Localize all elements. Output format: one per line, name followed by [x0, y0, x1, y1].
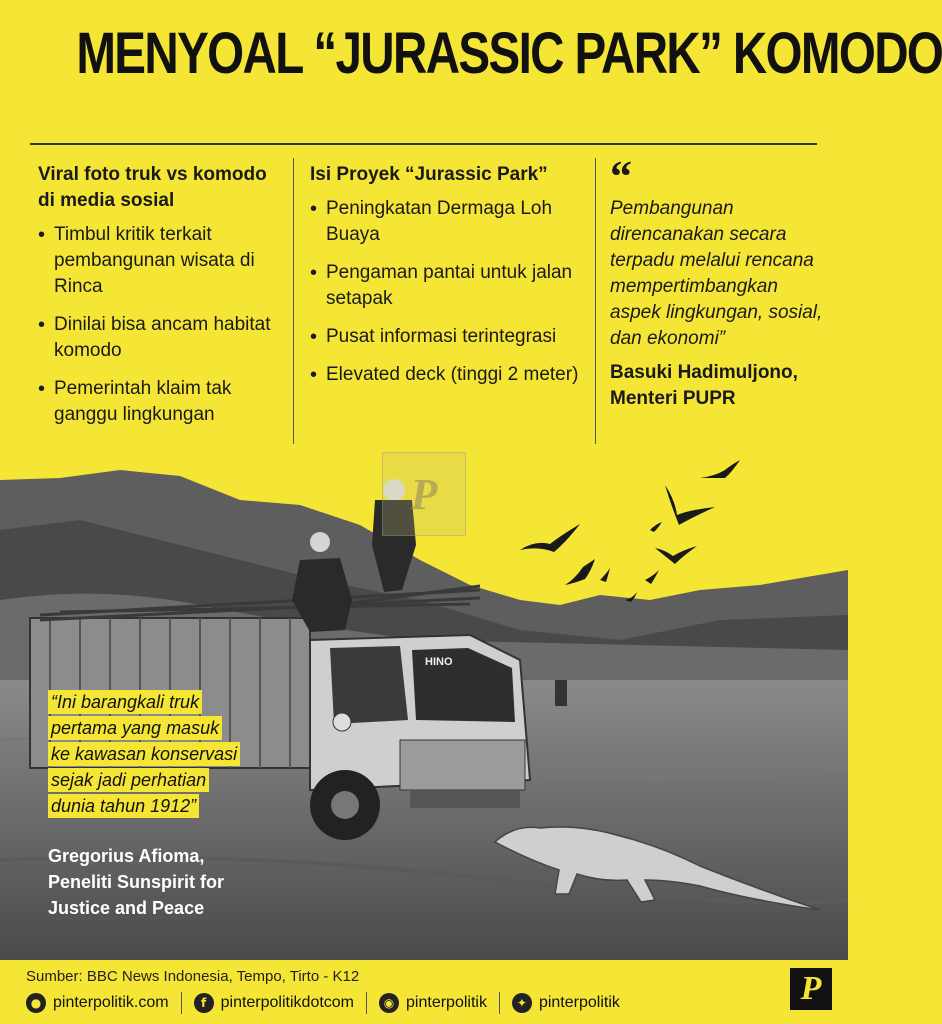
bullet-item: • Pengaman pantai untuk jalan setapak: [310, 260, 580, 312]
bullet-item: • Peningkatan Dermaga Loh Buaya: [310, 196, 580, 248]
quote-author-name: Basuki Hadimuljono,: [610, 362, 798, 383]
title-divider: [30, 143, 817, 145]
bullet-item: • Timbul kritik terkait pembangunan wisata di Rinca: [38, 222, 278, 300]
column-project-heading: Isi Proyek “Jurassic Park”: [310, 164, 548, 185]
brand-logo: P: [790, 968, 832, 1010]
quote-line: pertama yang masuk: [48, 716, 222, 740]
bird-icon: [520, 524, 580, 552]
globe-icon: ●: [26, 993, 46, 1013]
researcher-quote: [48, 690, 288, 820]
quote-line: sejak jadi perhatian: [48, 768, 209, 792]
bird-icon: [600, 568, 610, 582]
bird-icon: [650, 522, 662, 532]
twitter-icon: ✦: [512, 993, 532, 1013]
column-project: [310, 162, 580, 400]
quote-line: dunia tahun 1912”: [48, 794, 199, 818]
instagram-icon: ◉: [379, 993, 399, 1013]
social-facebook[interactable]: [194, 993, 354, 1013]
quote-line: ke kawasan konservasi: [48, 742, 240, 766]
social-label: pinterpolitik: [538, 994, 620, 1011]
watermark-logo: P: [382, 452, 466, 536]
footer: [0, 960, 848, 1024]
social-label: pinterpolitik.com: [53, 994, 169, 1011]
quote-author-role: Menteri PUPR: [610, 388, 736, 409]
researcher-attribution: [48, 843, 288, 921]
social-label: pinterpolitik: [406, 994, 487, 1011]
minister-quote: Pembangunan direncanakan secara terpadu melalui rencana mempertimbangkan aspek lingkungan, sosial, dan ekonomi”: [610, 198, 823, 349]
bullet-item: • Dinilai bisa ancam habitat komodo: [38, 312, 278, 364]
social-label: pinterpolitikdotcom: [220, 994, 355, 1011]
page-title: MENYOAL “JURASSIC PARK” KOMODO: [76, 21, 942, 86]
bird-icon: [700, 460, 740, 478]
facebook-icon: f: [194, 993, 214, 1013]
divider: [499, 992, 500, 1014]
bullet-item: • Pemerintah klaim tak ganggu lingkungan: [38, 376, 278, 428]
bird-icon: [565, 559, 595, 585]
column-viral: [38, 162, 278, 440]
source-credit: Sumber: BBC News Indonesia, Tempo, Tirto - K12: [26, 968, 360, 985]
birds-flock: [520, 460, 740, 602]
social-website[interactable]: [26, 993, 169, 1013]
bullet-item: • Elevated deck (tinggi 2 meter): [310, 362, 580, 388]
divider: [366, 992, 367, 1014]
column-divider: [595, 158, 596, 444]
researcher-role: Justice and Peace: [48, 898, 205, 918]
column-divider: [293, 158, 294, 444]
bird-icon: [655, 546, 697, 564]
social-links: [26, 992, 620, 1014]
social-instagram[interactable]: [379, 993, 487, 1013]
column-viral-heading: Viral foto truk vs komodo di media sosial: [38, 164, 267, 211]
divider: [181, 992, 182, 1014]
researcher-name: Gregorius Afioma,: [48, 846, 205, 866]
bullet-item: • Pusat informasi terintegrasi: [310, 324, 580, 350]
truck-brand-text: HINO: [425, 656, 453, 668]
researcher-role: Peneliti Sunspirit for: [48, 872, 225, 892]
quote-mark-icon: “: [610, 152, 632, 201]
bird-icon: [665, 485, 715, 525]
quote-line: “Ini barangkali truk: [48, 690, 202, 714]
column-quote: [610, 152, 825, 412]
bird-icon: [645, 570, 659, 584]
social-twitter[interactable]: [512, 993, 620, 1013]
